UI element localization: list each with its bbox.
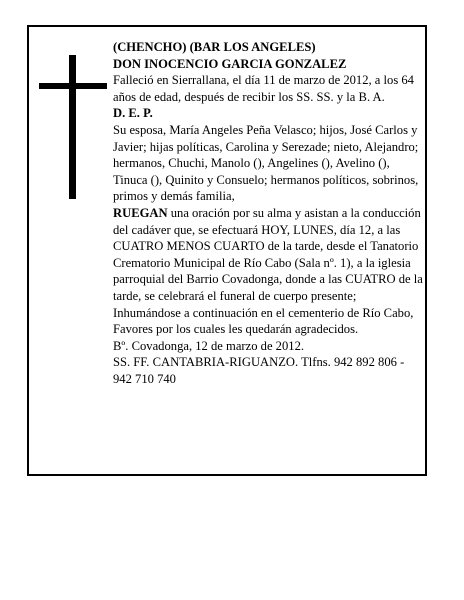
deceased-name: DON INOCENCIO GARCIA GONZALEZ (113, 56, 347, 71)
request-paragraph (113, 205, 423, 338)
cross-horizontal-bar (39, 83, 107, 89)
place-date: Bº. Covadonga, 12 de marzo de 2012. (113, 338, 305, 353)
nickname: (CHENCHO) (BAR LOS ANGELES) (113, 40, 316, 54)
request-word: RUEGAN (113, 205, 168, 220)
cross-vertical-bar (69, 55, 76, 199)
funeral-home: SS. FF. CANTABRIA-RIGUANZO. Tlfns. 942 892 806 - 942 710 740 (113, 355, 405, 386)
request-text: una oración por su alma y asistan a la conducción del cadáver que, se efectuará HOY, LUNES, día 12, a las CUATRO MENOS CUARTO de la tarde, desde el Tanatorio Crematorio Municipal de Río Cabo (Sala nº. 1), a la iglesia parroquial del Barrio Covadonga, donde a las CUATRO de la tarde, se celebrará el funeral de cuerpo presente; Inhumándose a continuación en el cementerio de Río Cabo, Favores por los cuales les quedarán agradecidos. (113, 205, 423, 337)
notice-text (113, 39, 423, 387)
dep-line: D. E. P. (113, 106, 153, 121)
family-list: Su esposa, María Angeles Peña Velasco; hijos, José Carlos y Javier; hijas políticas, Carolina y Serezade; nieto, Alejandro; hermanos, Chuchi, Manolo (), Angelines (), Avelino (), Tinuca (), Quinito y Consuelo; hermanos políticos, sobrinos, primos y demás familia, (113, 122, 419, 204)
obituary-notice (27, 25, 427, 476)
death-details: Falleció en Sierrallana, el día 11 de marzo de 2012, a los 64 años de edad, después de recibir los SS. SS. y la B. A. (113, 73, 414, 104)
cross-icon (39, 55, 107, 199)
